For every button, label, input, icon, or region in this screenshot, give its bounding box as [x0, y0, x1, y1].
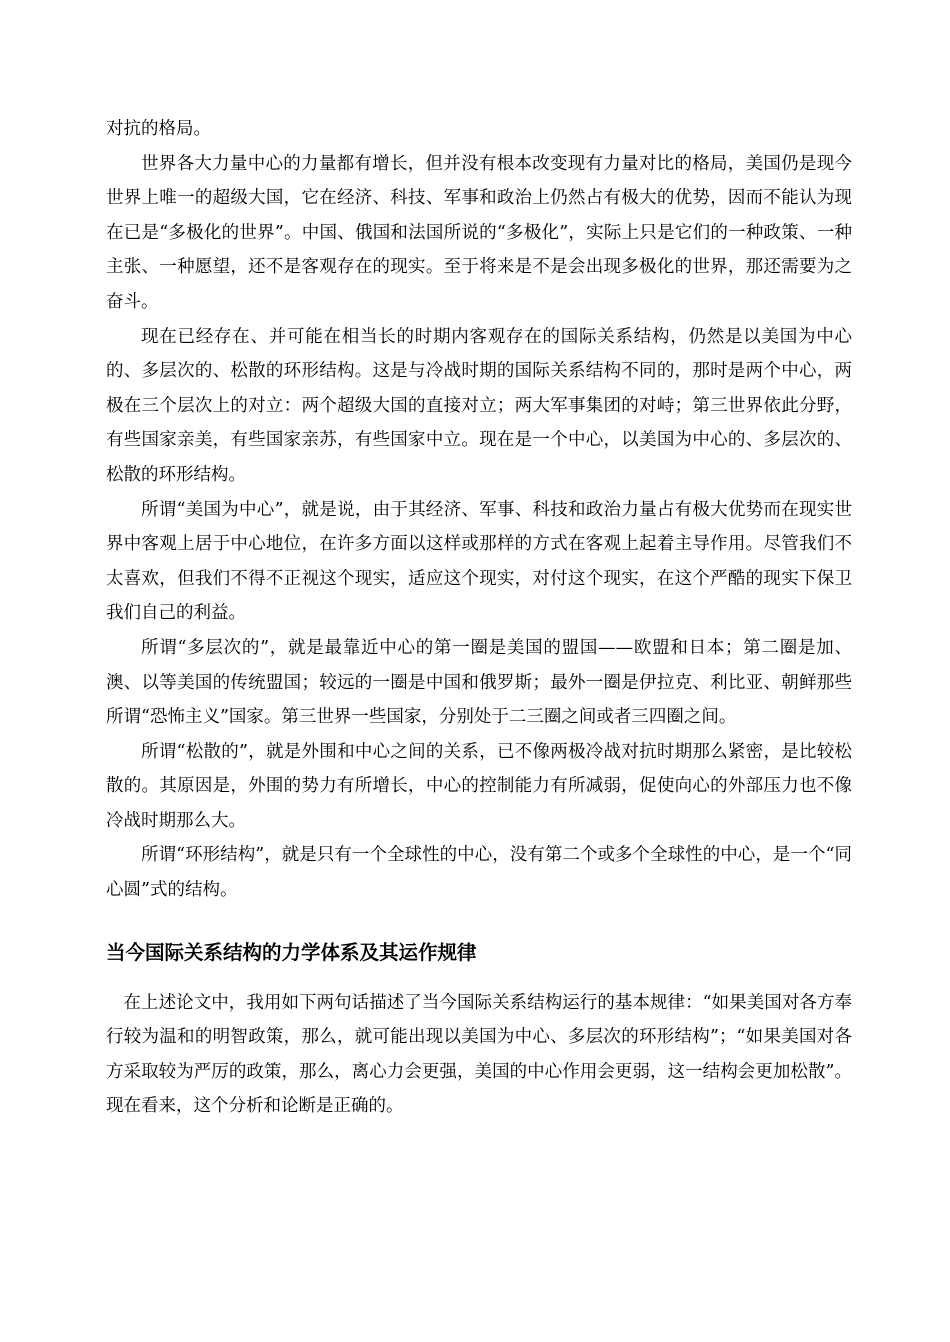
paragraph-loose: 所谓“松散的”，就是外围和中心之间的关系，已不像两极冷战对抗时期那么紧密，是比较松散的。其原因是，外围的势力有所增长，中心的控制能力有所减弱，促使向心的外部压力也不像冷战时期那么大。	[106, 741, 852, 831]
paragraph-multilayer: 所谓“多层次的”，就是最靠近中心的第一圈是美国的盟国——欧盟和日本；第二圈是加、澳、以等美国的传统盟国；较远的一圈是中国和俄罗斯；最外一圈是伊拉克、利比亚、朝鲜那些所谓“恐怖主义”国家。第三世界一些国家，分别处于二三圈之间或者三四圈之间。	[106, 637, 852, 728]
paragraph-structure: 现在已经存在、并可能在相当长的时期内客观存在的国际关系结构，仍然是以美国为中心的、多层次的、松散的环形结构。这是与冷战时期的国际关系结构不同的，那时是两个中心，两极在三个层次上的对立：两个超级大国的直接对立；两大军事集团的对峙；第三世界依此分野，有些国家亲美，有些国家亲苏，有些国家中立。现在是一个中心，以美国为中心的、多层次的、松散的环形结构。	[106, 326, 852, 485]
section-heading: 当今国际关系结构的力学体系及其运作规律	[106, 940, 477, 964]
paragraph-continuation: 对抗的格局。	[106, 119, 211, 139]
paragraph-laws: 在上述论文中，我用如下两句话描述了当今国际关系结构运行的基本规律：“如果美国对各方奉行较为温和的明智政策，那么，就可能出现以美国为中心、多层次的环形结构”；“如果美国对各方采取较为严厉的政策，那么，离心力会更强，美国的中心作用会更弱，这一结构会更加松散”。现在看来，这个分析和论断是正确的。	[106, 992, 852, 1117]
paragraph-ring-structure: 所谓“环形结构”，就是只有一个全球性的中心，没有第二个或多个全球性的中心，是一个“同心圆”式的结构。	[106, 845, 852, 901]
paragraph-us-center: 所谓“美国为中心”，就是说，由于其经济、军事、科技和政治力量占有极大优势而在现实世界中客观上居于中心地位，在许多方面以这样或那样的方式在客观上起着主导作用。尽管我们不太喜欢，但我们不得不正视这个现实，适应这个现实，对付这个现实，在这个严酷的现实下保卫我们自己的利益。	[106, 499, 852, 624]
document-page	[106, 112, 852, 1124]
paragraph-multipolarity: 世界各大力量中心的力量都有增长，但并没有根本改变现有力量对比的格局，美国仍是现今世界上唯一的超级大国，它在经济、科技、军事和政治上仍然占有极大的优势，因而不能认为现在已是“多极化的世界”。中国、俄国和法国所说的“多极化”，实际上只是它们的一种政策、一种主张、一种愿望，还不是客观存在的现实。至于将来是不是会出现多极化的世界，那还需要为之奋斗。	[106, 153, 852, 312]
